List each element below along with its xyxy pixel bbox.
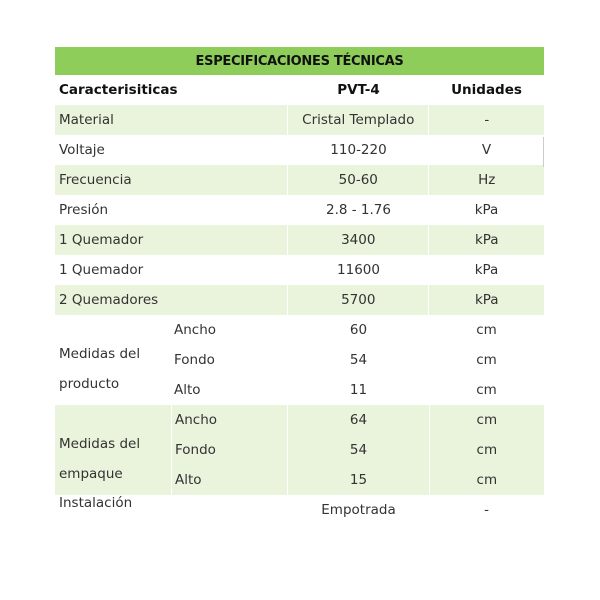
dimension-unit: cm xyxy=(476,352,497,368)
table-row xyxy=(55,135,544,165)
dimension-name: Fondo xyxy=(174,352,215,368)
dimension-unit: cm xyxy=(476,382,497,398)
table-row xyxy=(171,465,544,495)
header-units: Unidades xyxy=(451,82,522,98)
table-row xyxy=(55,255,544,285)
row-value: 11600 xyxy=(337,262,380,278)
dimension-unit: cm xyxy=(429,405,544,435)
table-row xyxy=(171,315,544,345)
table-row xyxy=(171,375,544,405)
row-value: 2.8 - 1.76 xyxy=(326,202,391,218)
product-label-line1: Medidas del xyxy=(59,346,141,362)
package-dimensions-group xyxy=(55,405,544,495)
header-row xyxy=(55,75,544,105)
row-label: Presión xyxy=(59,202,109,218)
row-value: Empotrada xyxy=(321,502,396,518)
dimension-name: Ancho xyxy=(174,322,217,338)
row-unit: - xyxy=(428,105,544,135)
table-row xyxy=(171,345,544,375)
table-row xyxy=(55,195,544,225)
row-label: 2 Quemadores xyxy=(59,292,159,308)
dimension-value: 54 xyxy=(287,435,428,465)
row-unit: Hz xyxy=(428,165,544,195)
dimension-value: 54 xyxy=(349,352,368,368)
row-label: Instalación xyxy=(59,495,133,511)
header-model: PVT-4 xyxy=(337,82,380,98)
dimension-name: Ancho xyxy=(171,405,287,435)
divider xyxy=(543,137,544,167)
product-label-line2: producto xyxy=(59,376,120,392)
package-label-line2: empaque xyxy=(59,466,123,482)
dimension-name: Fondo xyxy=(171,435,287,465)
row-label: Frecuencia xyxy=(59,172,132,188)
table-row xyxy=(171,435,544,465)
row-label: Voltaje xyxy=(59,142,105,158)
row-label: 1 Quemador xyxy=(59,232,144,248)
table-row xyxy=(171,405,544,435)
row-unit: kPa xyxy=(428,285,544,315)
row-unit: kPa xyxy=(474,262,499,278)
dimension-name: Alto xyxy=(174,382,201,398)
product-dimensions-label xyxy=(55,315,171,405)
table-row xyxy=(55,165,544,195)
dimension-name: Alto xyxy=(171,465,287,495)
table-row xyxy=(55,105,544,135)
dimension-value: 15 xyxy=(287,465,428,495)
package-dimensions-label xyxy=(55,405,171,495)
table-title: ESPECIFICACIONES TÉCNICAS xyxy=(55,47,544,75)
package-label-line1: Medidas del xyxy=(59,436,141,452)
spec-table xyxy=(55,47,544,525)
row-value: Cristal Templado xyxy=(287,105,428,135)
dimension-value: 11 xyxy=(349,382,368,398)
row-value: 5700 xyxy=(287,285,428,315)
row-unit: kPa xyxy=(474,202,499,218)
row-label: Material xyxy=(59,112,114,128)
row-value: 50-60 xyxy=(287,165,428,195)
dimension-unit: cm xyxy=(476,322,497,338)
product-dimensions-group xyxy=(55,315,544,405)
table-row xyxy=(55,225,544,255)
table-row xyxy=(55,495,544,525)
table-row xyxy=(55,285,544,315)
dimension-value: 64 xyxy=(287,405,428,435)
row-unit: V xyxy=(481,142,492,158)
header-feature: Caracterisiticas xyxy=(59,82,178,98)
dimension-value: 60 xyxy=(349,322,368,338)
dimension-unit: cm xyxy=(429,435,544,465)
row-unit: - xyxy=(484,502,489,518)
row-value: 110-220 xyxy=(330,142,387,158)
row-label: 1 Quemador xyxy=(59,262,144,278)
row-value: 3400 xyxy=(287,225,428,255)
row-unit: kPa xyxy=(428,225,544,255)
dimension-unit: cm xyxy=(429,465,544,495)
